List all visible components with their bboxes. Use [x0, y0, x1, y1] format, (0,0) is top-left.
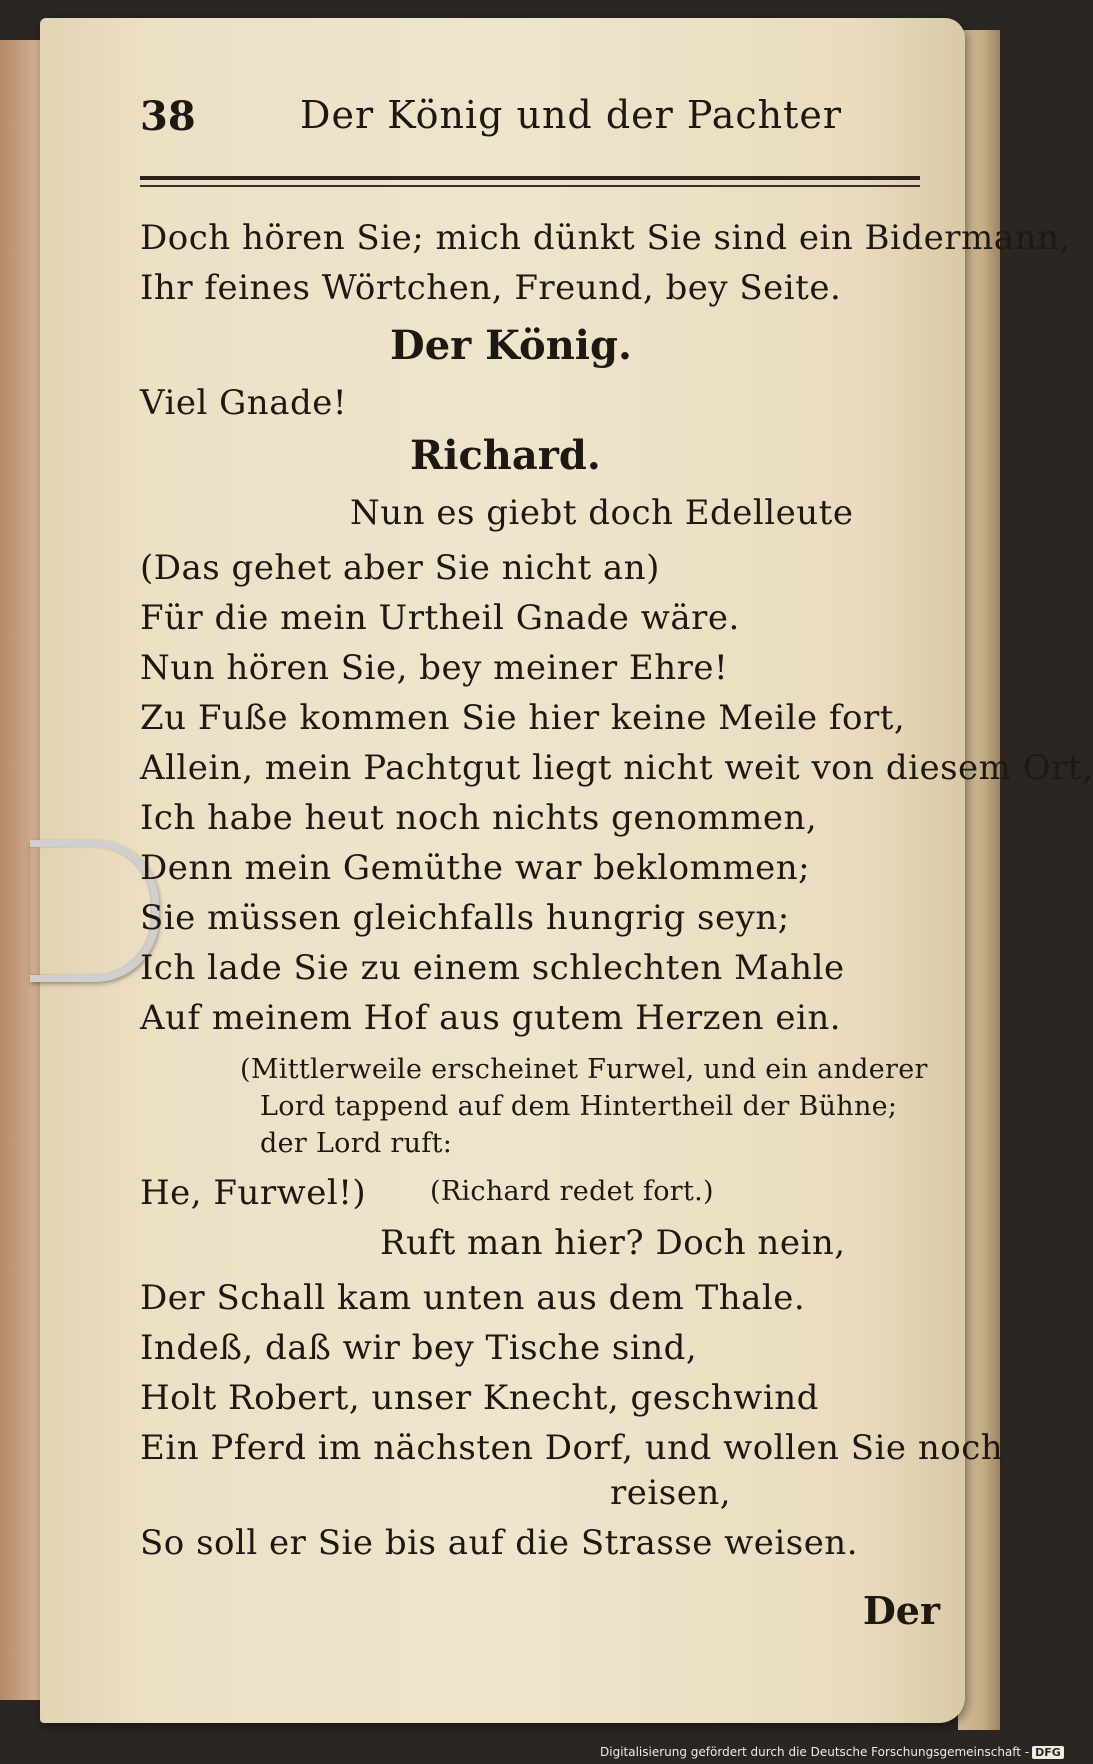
verse-line: Für die mein Urtheil Gnade wäre.: [140, 598, 740, 638]
verse-line: So soll er Sie bis auf die Strasse weisen.: [140, 1523, 859, 1563]
running-head: Der König und der Pachter: [300, 93, 843, 137]
digitization-credit: [600, 1745, 1061, 1759]
verse-line: He, Furwel!): [140, 1173, 367, 1213]
verse-line: Ich lade Sie zu einem schlechten Mahle: [140, 948, 845, 988]
verse-line: reisen,: [610, 1473, 732, 1513]
stage-direction: Lord tappend auf dem Hintertheil der Bühne;: [260, 1091, 898, 1122]
verse-line: Zu Fuße kommen Sie hier keine Meile fort,: [140, 698, 906, 738]
header-rule: [140, 176, 920, 180]
speaker-heading: Richard.: [410, 432, 601, 479]
stage-direction: der Lord ruft:: [260, 1128, 453, 1159]
header-rule-thin: [140, 185, 920, 187]
verse-line: Nun es giebt doch Edelleute: [350, 493, 854, 533]
verse-line: Allein, mein Pachtgut liegt nicht weit von diesem Ort,: [140, 748, 1093, 788]
dfg-logo: DFG: [1032, 1746, 1064, 1759]
page-header: [140, 83, 940, 153]
verse-line: Nun hören Sie, bey meiner Ehre!: [140, 648, 729, 688]
verse-line: Denn mein Gemüthe war beklommen;: [140, 848, 811, 888]
verse-line: Sie müssen gleichfalls hungrig seyn;: [140, 898, 790, 938]
verse-line: Ein Pferd im nächsten Dorf, und wollen Sie noch: [140, 1428, 1004, 1468]
page-number: 38: [140, 93, 196, 140]
verse-line: Ruft man hier? Doch nein,: [380, 1223, 846, 1263]
credit-text: Digitalisierung gefördert durch die Deutsche Forschungsgemeinschaft -: [600, 1745, 1030, 1759]
book-page: [40, 18, 1093, 1723]
verse-line: (Das gehet aber Sie nicht an): [140, 548, 660, 588]
verse-line: Doch hören Sie; mich dünkt Sie sind ein Bidermann,: [140, 218, 1071, 258]
verse-line: Ich habe heut noch nichts genommen,: [140, 798, 818, 838]
verse-line: Holt Robert, unser Knecht, geschwind: [140, 1378, 819, 1418]
catchword: Der: [862, 1588, 940, 1633]
verse-line: Viel Gnade!: [140, 383, 348, 423]
verse-line: Auf meinem Hof aus gutem Herzen ein.: [140, 998, 842, 1038]
stage-direction: (Mittlerweile erscheinet Furwel, und ein anderer: [240, 1054, 928, 1085]
stage-direction: (Richard redet fort.): [430, 1176, 714, 1207]
verse-line: Der Schall kam unten aus dem Thale.: [140, 1278, 806, 1318]
verse-line: Indeß, daß wir bey Tische sind,: [140, 1328, 698, 1368]
speaker-heading: Der König.: [390, 322, 632, 369]
verse-line: Ihr feines Wörtchen, Freund, bey Seite.: [140, 268, 842, 308]
